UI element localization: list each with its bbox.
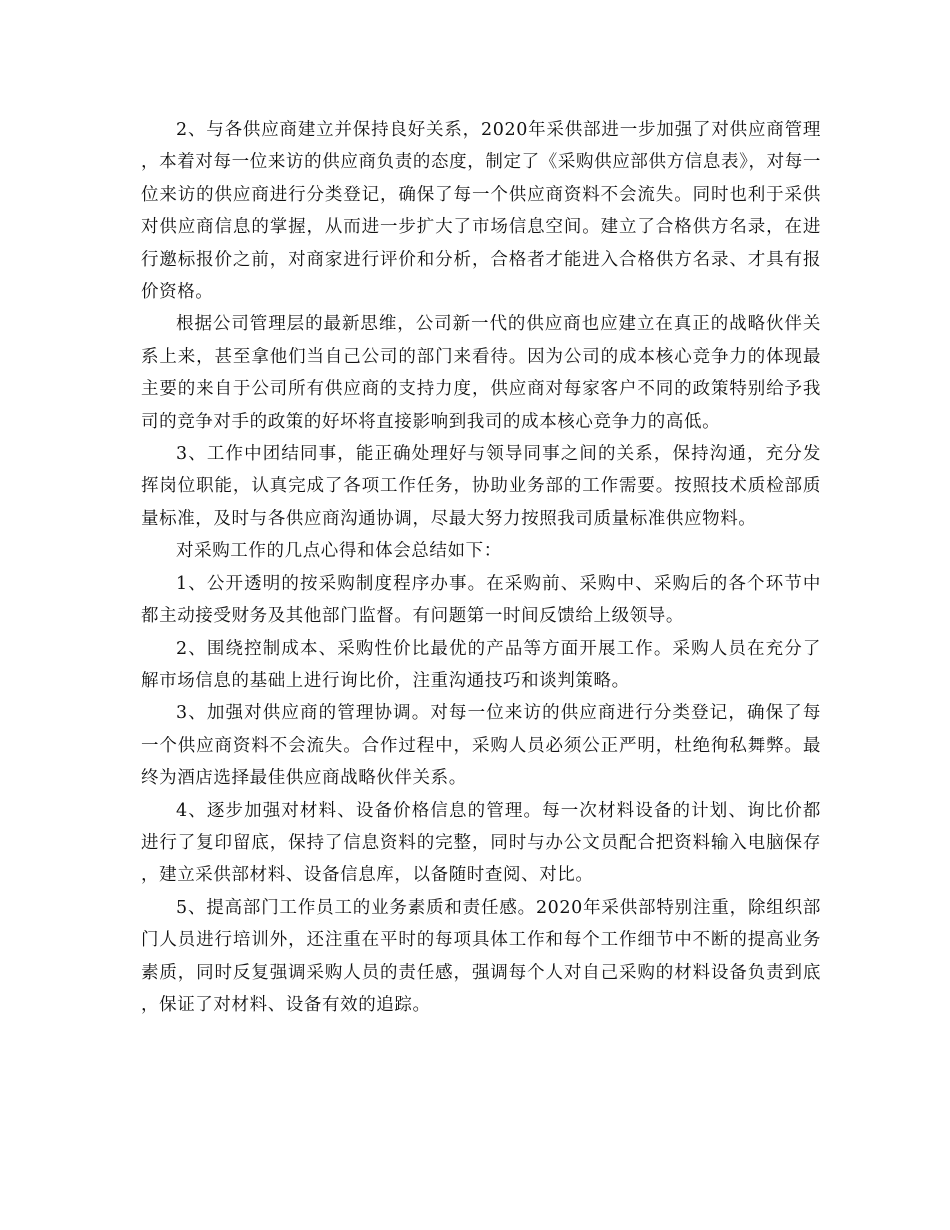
paragraph-strategic-partnership: 根据公司管理层的最新思维，公司新一代的供应商也应建立在真正的战略伙伴关系上来，甚至拿他们当自己公司的部门来看待。因为公司的成本核心竞争力的体现最主要的来自于公司所有供应商的支持力度，供应商对每家客户不同的政策特别给予我司的竞争对手的政策的好坏将直接影响到我司的成本核心竞争力的高低。 [141, 314, 821, 432]
paragraph-point-2: 2、围绕控制成本、采购性价比最优的产品等方面开展工作。采购人员在充分了解市场信息的基础上进行询比价，注重沟通技巧和谈判策略。 [141, 638, 821, 691]
paragraph-point-1: 1、公开透明的按采购制度程序办事。在采购前、采购中、采购后的各个环节中都主动接受财务及其他部门监督。有问题第一时间反馈给上级领导。 [141, 573, 821, 627]
paragraph-supplier-relations: 2、与各供应商建立并保持良好关系，2020年采供部进一步加强了对供应商管理，本着对每一位来访的供应商负责的态度，制定了《采购供应部供方信息表》，对每一位来访的供应商进行分类登记，确保了每一个供应商资料不会流失。同时也利于采供对供应商信息的掌握，从而进一步扩大了市场信息空间。建立了合格供方名录，在进行邀标报价之前，对商家进行评价和分析，合格者才能进入合格供方名录、才具有报价资格。 [141, 120, 821, 303]
paragraph-point-5: 5、提高部门工作员工的业务素质和责任感。2020年采供部特别注重，除组织部门人员进行培训外，还注重在平时的每项具体工作和每个工作细节中不断的提高业务素质，同时反复强调采购人员的责任感，强调每个人对自己采购的材料设备负责到底，保证了对材料、设备有效的追踪。 [141, 897, 821, 1015]
paragraph-teamwork: 3、工作中团结同事，能正确处理好与领导同事之间的关系，保持沟通，充分发挥岗位职能，认真完成了各项工作任务，协助业务部的工作需要。按照技术质检部质量标准，及时与各供应商沟通协调，尽最大努力按照我司质量标准供应物料。 [141, 444, 821, 529]
document-body [141, 114, 821, 1021]
paragraph-point-4: 4、逐步加强对材料、设备价格信息的管理。每一次材料设备的计划、询比价都进行了复印留底，保持了信息资料的完整，同时与办公文员配合把资料输入电脑保存，建立采供部材料、设备信息库，以备随时查阅、对比。 [141, 800, 821, 886]
paragraph-point-3: 3、加强对供应商的管理协调。对每一位来访的供应商进行分类登记，确保了每一个供应商资料不会流失。合作过程中，采购人员必须公正严明，杜绝徇私舞弊。最终为酒店选择最佳供应商战略伙伴关系。 [141, 703, 821, 789]
paragraph-summary-intro: 对采购工作的几点心得和体会总结如下： [176, 541, 502, 562]
